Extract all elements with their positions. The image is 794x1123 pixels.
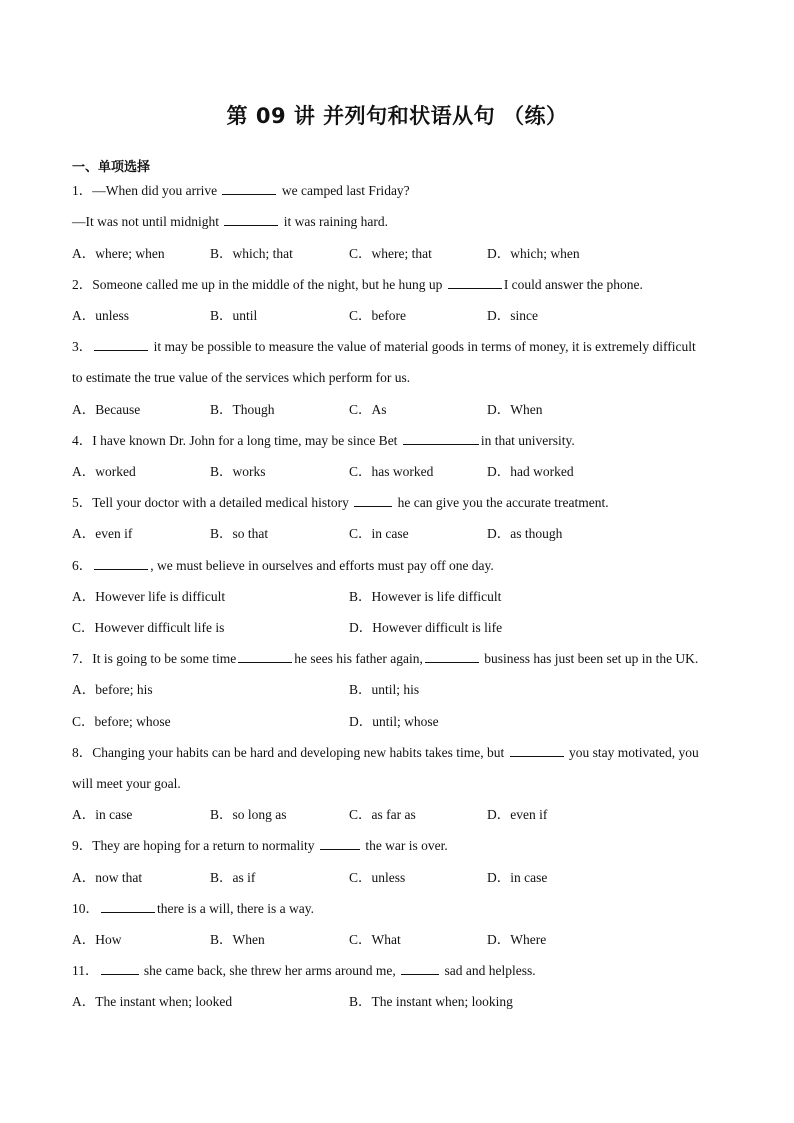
option-c[interactable]: C．before; whose bbox=[72, 714, 171, 729]
answer-blank[interactable] bbox=[510, 744, 564, 757]
option-b[interactable]: B．Though bbox=[210, 402, 275, 417]
answer-blank[interactable] bbox=[448, 276, 502, 289]
question-2-line-1: 2．Someone called me up in the middle of the night, but he hung up I could answer the phone. bbox=[72, 277, 643, 292]
section-heading: 一、单项选择 bbox=[72, 160, 151, 175]
option-a[interactable]: A．How bbox=[72, 932, 122, 947]
option-c[interactable]: C．before bbox=[349, 308, 406, 323]
question-4-line-1: 4．I have known Dr. John for a long time, may be since Bet in that university. bbox=[72, 433, 575, 448]
option-a[interactable]: A．worked bbox=[72, 464, 136, 479]
option-b[interactable]: B．The instant when; looking bbox=[349, 994, 513, 1009]
answer-blank[interactable] bbox=[222, 182, 276, 195]
option-d[interactable]: D．which; when bbox=[487, 246, 580, 261]
question-6-line-1: 6． , we must believe in ourselves and efforts must pay off one day. bbox=[72, 558, 494, 573]
option-a[interactable]: A．Because bbox=[72, 402, 141, 417]
option-d[interactable]: D．in case bbox=[487, 870, 548, 885]
question-8-line-2: will meet your goal. bbox=[72, 776, 181, 791]
option-b[interactable]: B．as if bbox=[210, 870, 256, 885]
option-c[interactable]: C．As bbox=[349, 402, 387, 417]
answer-blank[interactable] bbox=[94, 557, 148, 570]
option-c[interactable]: C．However difficult life is bbox=[72, 620, 225, 635]
question-3-line-1: 3． it may be possible to measure the value of material goods in terms of money, it is extremely difficult bbox=[72, 339, 696, 354]
answer-blank[interactable] bbox=[401, 962, 439, 975]
page-title: 第 09 讲 并列句和状语从句 （练） bbox=[226, 104, 568, 128]
option-c[interactable]: C．unless bbox=[349, 870, 406, 885]
option-a[interactable]: A．in case bbox=[72, 807, 133, 822]
option-c[interactable]: C．as far as bbox=[349, 807, 416, 822]
question-5-line-1: 5．Tell your doctor with a detailed medical history he can give you the accurate treatment. bbox=[72, 495, 609, 510]
option-b[interactable]: B．so that bbox=[210, 526, 269, 541]
answer-blank[interactable] bbox=[354, 494, 392, 507]
answer-blank[interactable] bbox=[238, 650, 292, 663]
answer-blank[interactable] bbox=[425, 650, 479, 663]
option-a[interactable]: A．even if bbox=[72, 526, 133, 541]
option-a[interactable]: A．unless bbox=[72, 308, 129, 323]
question-7-line-1: 7．It is going to be some time he sees his father again, business has just been set up in the UK. bbox=[72, 651, 699, 666]
option-a[interactable]: A．where; when bbox=[72, 246, 165, 261]
question-1-line-1: 1．—When did you arrive we camped last Friday? bbox=[72, 183, 410, 198]
option-a[interactable]: A．before; his bbox=[72, 682, 153, 697]
question-1-line-2: —It was not until midnight it was raining hard. bbox=[72, 214, 388, 229]
option-a[interactable]: A．now that bbox=[72, 870, 143, 885]
question-8-line-1: 8．Changing your habits can be hard and developing new habits takes time, but you stay motivated, you bbox=[72, 745, 699, 760]
option-c[interactable]: C．in case bbox=[349, 526, 409, 541]
option-b[interactable]: B．until bbox=[210, 308, 258, 323]
option-c[interactable]: C．where; that bbox=[349, 246, 432, 261]
option-b[interactable]: B．works bbox=[210, 464, 266, 479]
answer-blank[interactable] bbox=[320, 837, 360, 850]
option-d[interactable]: D．When bbox=[487, 402, 543, 417]
option-a[interactable]: A．The instant when; looked bbox=[72, 994, 233, 1009]
option-b[interactable]: B．When bbox=[210, 932, 265, 947]
answer-blank[interactable] bbox=[94, 338, 148, 351]
option-d[interactable]: D．Where bbox=[487, 932, 547, 947]
answer-blank[interactable] bbox=[101, 962, 139, 975]
answer-blank[interactable] bbox=[101, 900, 155, 913]
question-3-line-2: to estimate the true value of the services which perform for us. bbox=[72, 370, 411, 385]
option-c[interactable]: C．has worked bbox=[349, 464, 434, 479]
option-b[interactable]: B．which; that bbox=[210, 246, 293, 261]
question-9-line-1: 9．They are hoping for a return to normality the war is over. bbox=[72, 838, 448, 853]
option-d[interactable]: D．as though bbox=[487, 526, 563, 541]
option-b[interactable]: B．However is life difficult bbox=[349, 589, 502, 604]
option-d[interactable]: D．since bbox=[487, 308, 538, 323]
option-a[interactable]: A．However life is difficult bbox=[72, 589, 226, 604]
option-d[interactable]: D．until; whose bbox=[349, 714, 439, 729]
option-c[interactable]: C．What bbox=[349, 932, 401, 947]
option-b[interactable]: B．so long as bbox=[210, 807, 287, 822]
answer-blank[interactable] bbox=[403, 432, 479, 445]
question-11-line-1: 11． she came back, she threw her arms around me, sad and helpless. bbox=[72, 963, 536, 978]
question-10-line-1: 10． there is a will, there is a way. bbox=[72, 901, 314, 916]
option-d[interactable]: D．However difficult is life bbox=[349, 620, 503, 635]
option-d[interactable]: D．even if bbox=[487, 807, 548, 822]
option-b[interactable]: B．until; his bbox=[349, 682, 420, 697]
answer-blank[interactable] bbox=[224, 213, 278, 226]
option-d[interactable]: D．had worked bbox=[487, 464, 574, 479]
